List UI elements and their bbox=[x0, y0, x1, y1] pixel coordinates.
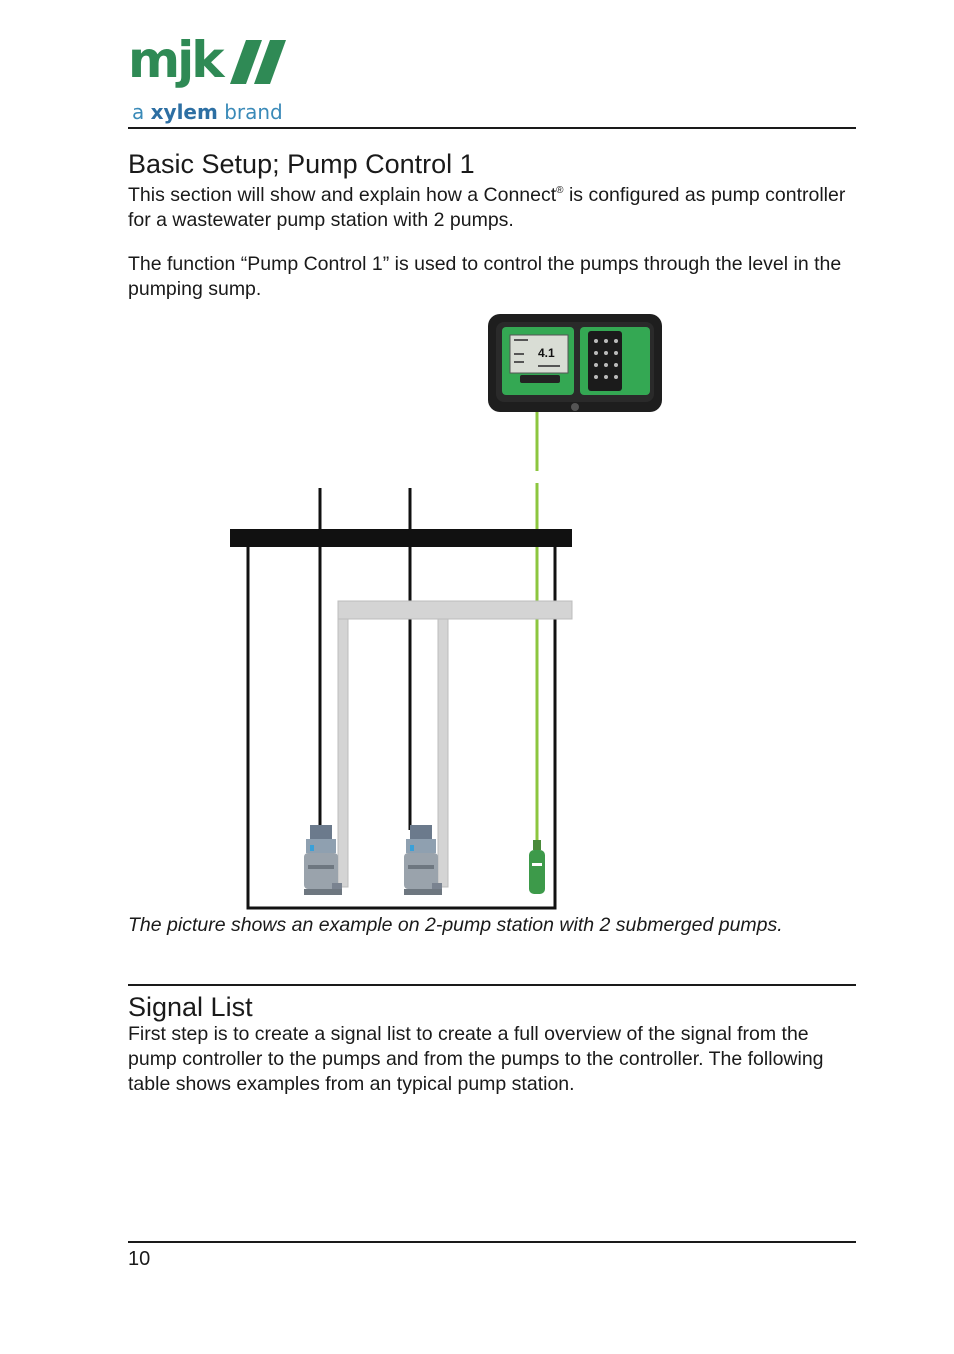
section-rule bbox=[128, 984, 856, 986]
intro-paragraph: This section will show and explain how a Connect® is configured as pump controller for a wastewater pump station with 2 pumps. bbox=[128, 184, 846, 231]
connect-controller-device bbox=[488, 314, 662, 412]
section-heading-signal-list: Signal List bbox=[128, 992, 253, 1022]
logo-tagline: a xylem brand bbox=[132, 100, 283, 124]
submersible-pump-2 bbox=[404, 825, 442, 895]
logo-slashes-icon bbox=[228, 38, 292, 88]
section-heading-pump-control: Basic Setup; Pump Control 1 bbox=[128, 149, 475, 179]
submersible-pump-1 bbox=[304, 825, 342, 895]
level-sensor bbox=[529, 840, 545, 894]
figure-caption: The picture shows an example on 2-pump station with 2 submerged pumps. bbox=[128, 914, 783, 936]
sump-cover-slab bbox=[230, 529, 572, 547]
device-display-value: 4.1 bbox=[538, 346, 555, 360]
logo-wordmark: mjk bbox=[128, 31, 222, 89]
page-number: 10 bbox=[128, 1248, 151, 1270]
pump-station-diagram bbox=[220, 305, 670, 915]
footer-rule bbox=[128, 1241, 856, 1243]
signal-list-paragraph: First step is to create a signal list to create a full overview of the signal from the pump controller to the pumps and from the pumps to the controller. The following table shows examples from an typical pump station. bbox=[128, 1023, 824, 1095]
mjk-logo bbox=[128, 31, 298, 128]
function-paragraph: The function “Pump Control 1” is used to control the pumps through the level in the pumping sump. bbox=[128, 253, 842, 300]
header-rule bbox=[128, 127, 856, 129]
